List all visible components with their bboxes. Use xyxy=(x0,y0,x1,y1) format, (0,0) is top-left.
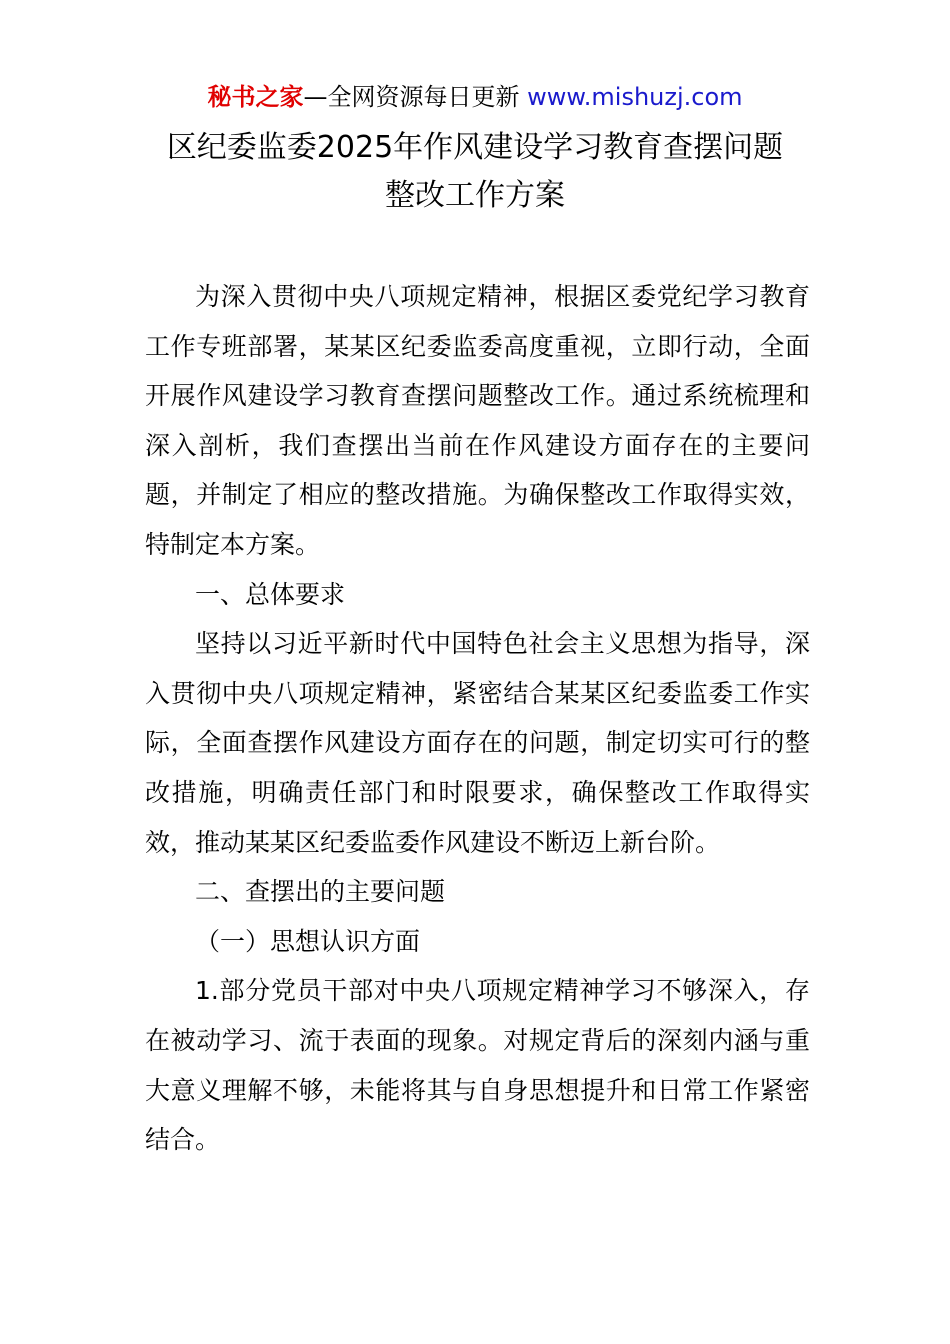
brand-name: 秘书之家 xyxy=(207,83,304,111)
item-1-paragraph: 1.部分党员干部对中央八项规定精神学习不够深入，存在被动学习、流于表面的现象。对规定背后的深刻内涵与重大意义理解不够，未能将其与自身思想提升和日常工作紧密结合。 xyxy=(145,976,810,1155)
document-title-line-2: 整改工作方案 xyxy=(385,178,565,213)
section-heading-1: 一、总体要求 xyxy=(195,579,346,609)
section-1-paragraph: 坚持以习近平新时代中国特色社会主义思想为指导，深入贯彻中央八项规定精神，紧密结合某某区纪委监委工作实际，全面查摆作风建设方面存在的问题，制定切实可行的整改措施，明确责任部门和时限要求，确保整改工作取得实效，推动某某区纪委监委作风建设不断迈上新台阶。 xyxy=(145,629,810,857)
header-tagline: —全网资源每日更新 xyxy=(303,83,528,111)
site-header xyxy=(0,80,950,114)
section-heading-2: 二、查摆出的主要问题 xyxy=(195,877,446,907)
site-url-link[interactable]: www.mishuzj.com xyxy=(527,83,743,111)
document-body xyxy=(145,272,810,1165)
intro-paragraph: 为深入贯彻中央八项规定精神，根据区委党纪学习教育工作专班部署，某某区纪委监委高度重视，立即行动，全面开展作风建设学习教育查摆问题整改工作。通过系统梳理和深入剖析，我们查摆出当前在作风建设方面存在的主要问题，并制定了相应的整改措施。为确保整改工作取得实效，特制定本方案。 xyxy=(145,282,810,559)
subsection-heading-1: （一）思想认识方面 xyxy=(195,926,421,956)
document-title-line-1: 区纪委监委2025年作风建设学习教育查摆问题 xyxy=(166,130,784,165)
